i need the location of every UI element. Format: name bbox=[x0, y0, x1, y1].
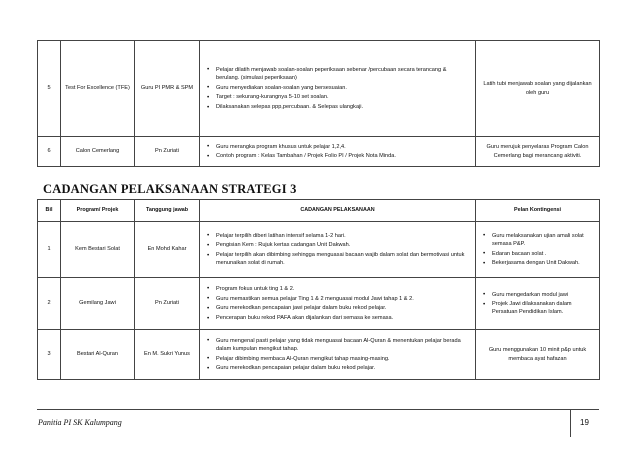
list-item: • Pelajar terpilih diberi latihan intensif selama 1-2 hari. bbox=[206, 232, 471, 240]
section-heading: CADANGAN PELAKSANAAN STRATEGI 3 bbox=[43, 182, 297, 196]
strategy-2-table bbox=[37, 40, 600, 167]
strategy-3-table bbox=[37, 199, 600, 380]
pic-cell: En M. Sukri Yunus bbox=[135, 330, 200, 380]
cadangan-cell bbox=[200, 330, 476, 380]
list-item: • Program fokus untuk ting 1 & 2. bbox=[206, 285, 471, 293]
list-item: • Guru mengenal pasti pelajar yang tidak menguasai bacaan Al-Quran & menentukan pelajar berada dalam kumpulan mengikut tahap. bbox=[206, 337, 471, 353]
program-cell: Test For Excellence (TFE) bbox=[61, 41, 135, 137]
program-cell: Kem Bestari Solat bbox=[61, 222, 135, 278]
bil-cell: 2 bbox=[38, 278, 61, 330]
kontingensi-list bbox=[476, 286, 599, 321]
bil-cell: 6 bbox=[38, 137, 61, 167]
list-item: • Projek Jawi dilaksanakan dalam Persatuan Pendidikan Islam. bbox=[482, 300, 595, 316]
table-row bbox=[38, 330, 600, 380]
list-item: • Pencerapan buku rekod PAFA akan dijalankan dari semasa ke semasa. bbox=[206, 314, 471, 322]
kontingensi-cell: Latih tubi menjawab soalan yang dijalankan oleh guru bbox=[476, 41, 600, 137]
kontingensi-cell: Guru menggunakan 10 minit p&p untuk membaca ayat hafazan bbox=[476, 330, 600, 380]
list-item: • Guru menyediakan soalan-soalan yang bersesuaian. bbox=[206, 84, 471, 92]
table-row bbox=[38, 222, 600, 278]
program-cell: Gemilang Jawi bbox=[61, 278, 135, 330]
cadangan-list bbox=[200, 332, 475, 377]
page-number: 19 bbox=[580, 418, 589, 427]
bil-cell: 1 bbox=[38, 222, 61, 278]
kontingensi-cell bbox=[476, 278, 600, 330]
list-item: • Guru merangka program khusus untuk pelajar 1,2,4. bbox=[206, 143, 471, 151]
pic-cell: Guru PI PMR & SPM bbox=[135, 41, 200, 137]
footer-text: Panitia PI SK Kalumpang bbox=[38, 418, 122, 427]
list-item: • Pelajar terpilih akan dibimbing sehingga menguasai bacaan wajib dalam solat dan bermotivasi untuk menunaikan solat di rumah. bbox=[206, 251, 471, 267]
kontingensi-list bbox=[476, 227, 599, 272]
pic-cell: Pn Zuriati bbox=[135, 137, 200, 167]
list-item: • Pengisian Kem : Rujuk kertas cadangan Unit Dakwah. bbox=[206, 241, 471, 249]
list-item: • Bekerjasama dengan Unit Dakwah. bbox=[482, 259, 595, 267]
pic-cell: Pn Zuriati bbox=[135, 278, 200, 330]
cadangan-cell bbox=[200, 278, 476, 330]
pic-cell: En Mohd Kahar bbox=[135, 222, 200, 278]
list-item: • Guru memastikan semua pelajar Ting 1 & 2 menguasai modul Jawi tahap 1 & 2. bbox=[206, 295, 471, 303]
footer-divider bbox=[37, 409, 599, 410]
list-item: • Guru merekodkan pencapaian pelajar dalam buku rekod pelajar. bbox=[206, 364, 471, 372]
table-row bbox=[38, 278, 600, 330]
list-item: • Guru melaksanakan ujian amali solat semasa P&P. bbox=[482, 232, 595, 248]
bil-cell: 5 bbox=[38, 41, 61, 137]
program-cell: Calon Cemerlang bbox=[61, 137, 135, 167]
list-item: • Target : sekurang-kurangnya 5-10 set soalan. bbox=[206, 93, 471, 101]
bil-cell: 3 bbox=[38, 330, 61, 380]
kontingensi-cell: Guru merujuk penyelaras Program Calon Cemerlang bagi merancang aktiviti. bbox=[476, 137, 600, 167]
cadangan-cell bbox=[200, 222, 476, 278]
cadangan-list bbox=[200, 227, 475, 272]
list-item: • Guru mengedarkan modul jawi bbox=[482, 291, 595, 299]
header-pic: Tanggung jawab bbox=[135, 200, 200, 222]
list-item: • Contoh program : Kelas Tambahan / Projek Folio PI / Projek Nota Minda. bbox=[206, 152, 471, 160]
list-item: • Pelajar dibimbing membaca Al-Quran mengikut tahap masing-masing. bbox=[206, 355, 471, 363]
header-cadangan: CADANGAN PELAKSANAAN bbox=[200, 200, 476, 222]
footer-page-divider bbox=[570, 409, 571, 437]
cadangan-cell bbox=[200, 41, 476, 137]
cadangan-list bbox=[200, 280, 475, 326]
list-item: • Pelajar dilatih menjawab soalan-soalan peperiksaan sebenar /percubaan secara terancang & berulang. (simulasi peperiksaan) bbox=[206, 66, 471, 82]
cadangan-list bbox=[200, 61, 475, 116]
cadangan-list bbox=[200, 138, 475, 165]
header-program: Program/ Projek bbox=[61, 200, 135, 222]
list-item: • Dilaksanakan selepas ppp,percubaan. & Selepas ulangkaji. bbox=[206, 103, 471, 111]
program-cell: Bestari Al-Quran bbox=[61, 330, 135, 380]
list-item: • Guru merekodkan pencapaian jawi pelajar dalam buku rekod pelajar. bbox=[206, 304, 471, 312]
table-header-row bbox=[38, 200, 600, 222]
header-bil: Bil bbox=[38, 200, 61, 222]
list-item: • Edaran bacaan solat . bbox=[482, 250, 595, 258]
table-row bbox=[38, 41, 600, 137]
table-row bbox=[38, 137, 600, 167]
header-kontingensi: Pelan Kontingensi bbox=[476, 200, 600, 222]
kontingensi-cell bbox=[476, 222, 600, 278]
cadangan-cell bbox=[200, 137, 476, 167]
